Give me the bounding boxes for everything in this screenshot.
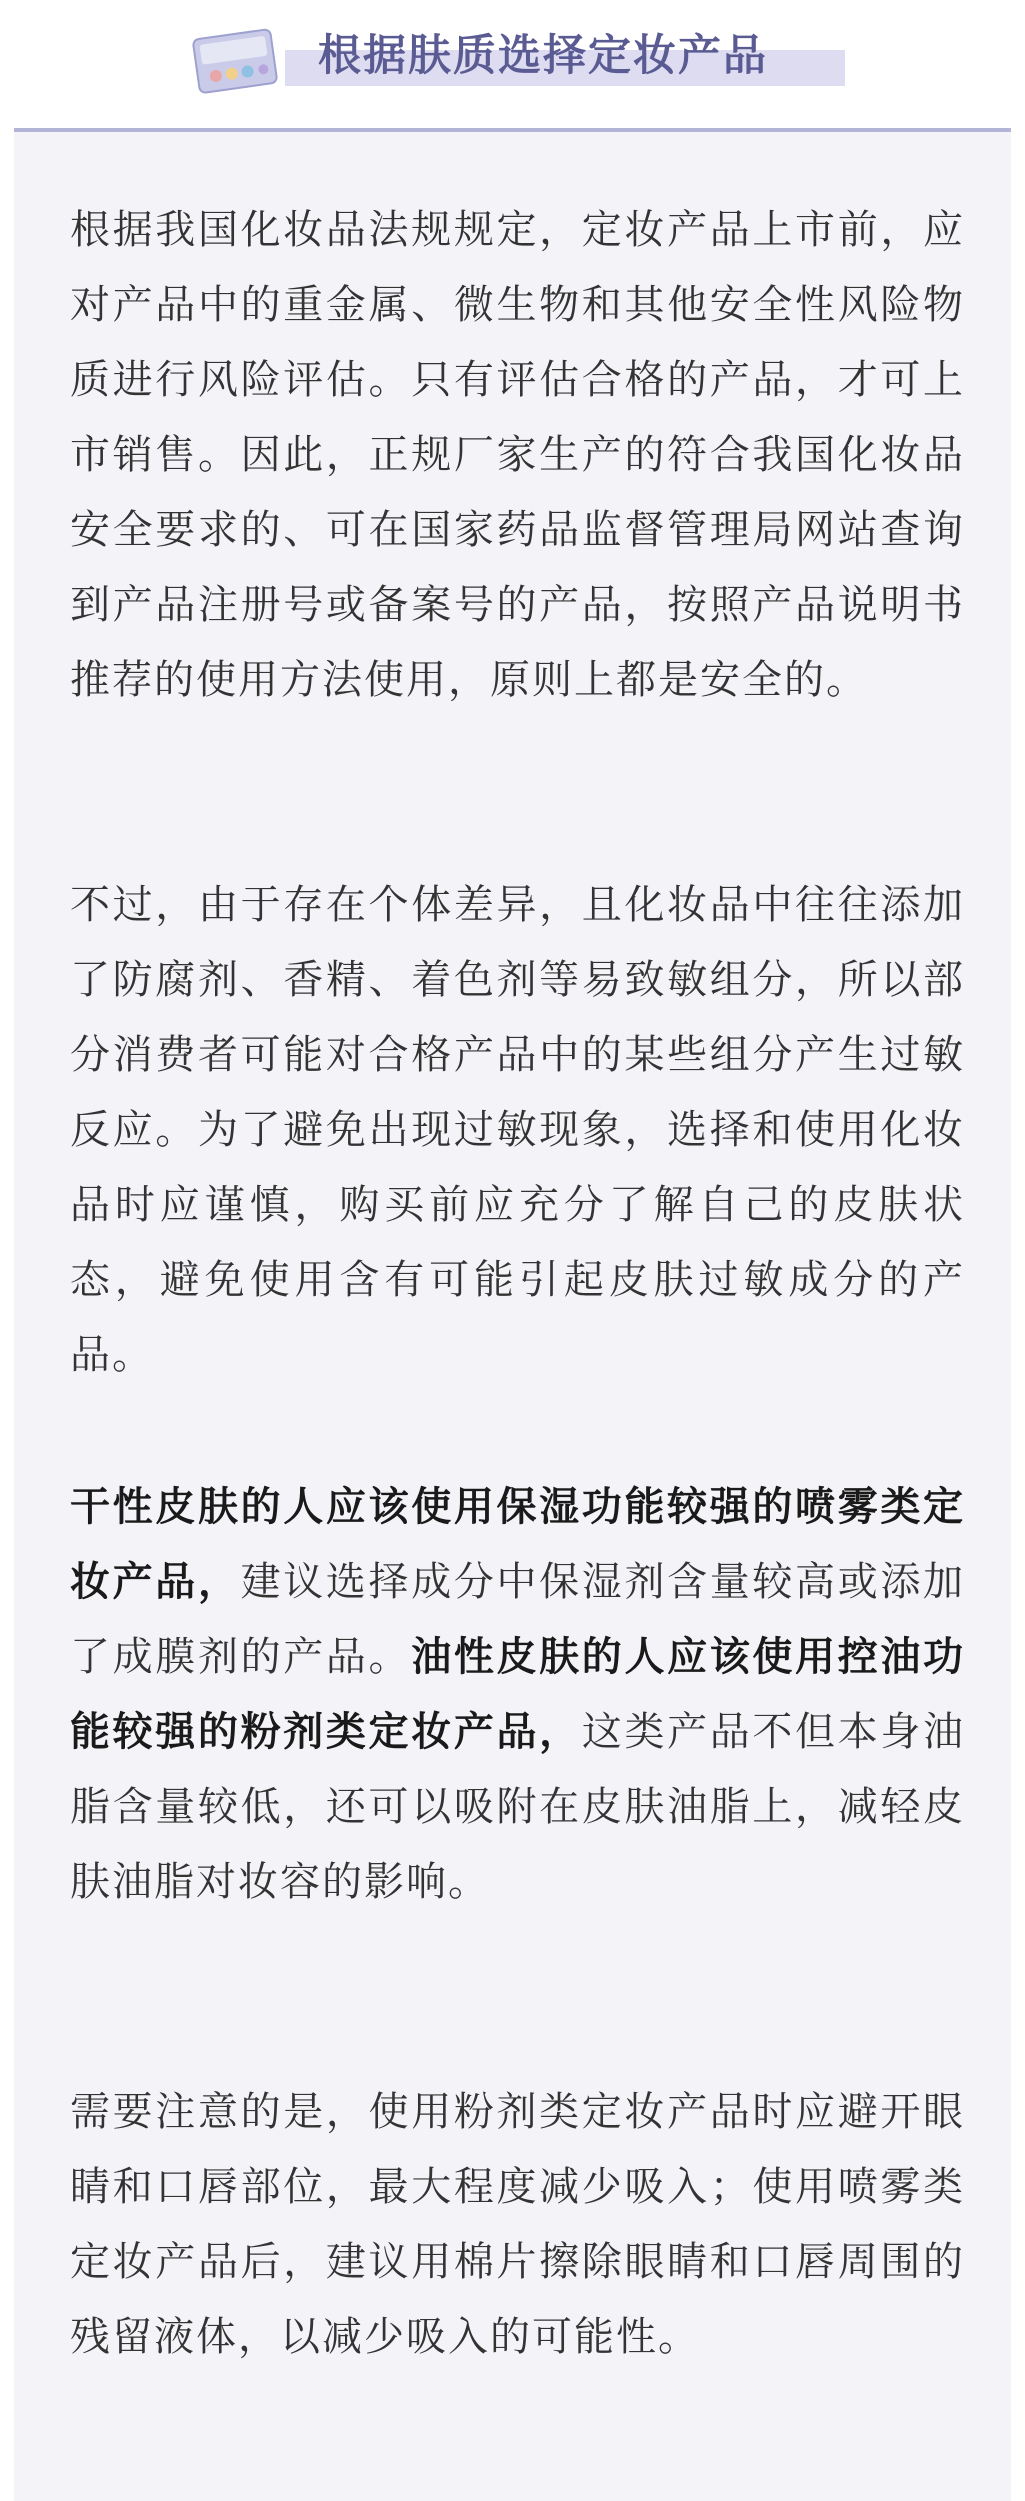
paragraph-allergy: 不过，由于存在个体差异，且化妆品中往往添加了防腐剂、香精、着色剂等易致敏组分，所以部分消费者可能对合格产品中的某些组分产生过敏反应。为了避免出现过敏现象，选择和使用化妆品时应谨慎，购买前应充分了解自己的皮肤状态，避免使用含有可能引起皮肤过敏成分的产品。 (70, 882, 965, 1378)
paragraph-skin-type (70, 1470, 965, 1920)
paragraph-regulation: 根据我国化妆品法规规定，定妆产品上市前，应对产品中的重金属、微生物和其他安全性风险物质进行风险评估。只有评估合格的产品，才可上市销售。因此，正规厂家生产的符合我国化妆品安全要求的、可在国家药品监督管理局网站查询到产品注册号或备案号的产品，按照产品说明书推荐的使用方法使用，原则上都是安全的。 (70, 207, 965, 703)
dry-skin-advice: 干性皮肤的人应该使用保湿功能较强的喷雾类定妆产品， (70, 1484, 965, 1605)
oily-skin-detail: 这类产品不但本身油脂含量较低，还可以吸附在皮肤油脂上，减轻皮肤油脂对妆容的影响。 (70, 1709, 966, 1905)
eyeshadow-palette-icon (186, 18, 286, 104)
section-header (0, 0, 1025, 132)
dry-skin-detail: 建议选择成分中保湿剂含量较高或添加了成膜剂的产品。 (70, 1559, 966, 1680)
paragraph-caution: 需要注意的是，使用粉剂类定妆产品时应避开眼睛和口唇部位，最大程度减少吸入；使用喷雾类定妆产品后，建议用棉片擦除眼睛和口唇周围的残留液体，以减少吸入的可能性。 (70, 2089, 965, 2360)
page-title: 根据肤质选择定妆产品 (318, 31, 768, 81)
oily-skin-advice: 油性皮肤的人应该使用控油功能较强的粉剂类定妆产品， (70, 1634, 966, 1755)
